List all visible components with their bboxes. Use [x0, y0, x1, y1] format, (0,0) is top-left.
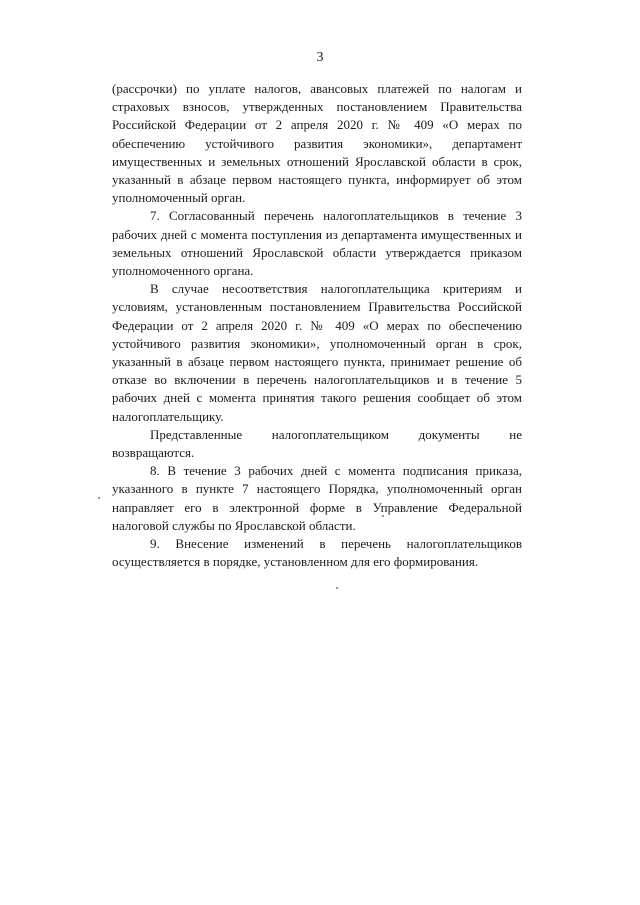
paragraph-documents-not-returned: Представленные налогоплательщиком документы не возвращаются. [112, 426, 522, 461]
paragraph-item-8: 8. В течение 3 рабочих дней с момента подписания приказа, указанного в пункте 7 настоящего Порядка, уполномоченный орган направляет его в электронной форме в Управление Федеральной налоговой службы по Ярославской области. [112, 463, 522, 533]
paragraph-noncompliance: В случае несоответствия налогоплательщика критериям и условиям, установленным постановлением Правительства Российской Федерации от 2 апреля 2020 г. № 409 «О мерах по обеспечению устойчивого развития экономики», уполномоченный орган в срок, указанный в абзаце первом настоящего пункта, принимает решение об отказе во включении в перечень налогоплательщиков и в течение 5 рабочих дней с момента принятия такого решения сообщает об этом налогоплательщику. [112, 281, 522, 424]
paragraph-continuation: (рассрочки) по уплате налогов, авансовых платежей по налогам и страховых взносов, утвержденных постановлением Правительства Российской Федерации от 2 апреля 2020 г. № 409 «О мерах по обеспечению устойчивого развития экономики», департамент имущественных и земельных отношений Ярославской области в срок, указанный в абзаце первом настоящего пункта, информирует об этом уполномоченный орган. [112, 81, 522, 206]
paragraph-item-7: 7. Согласованный перечень налогоплательщиков в течение 3 рабочих дней с момента поступления из департамента имущественных и земельных отношений Ярославской области утверждается приказом уполномоченного органа. [112, 208, 522, 279]
document-body [112, 80, 522, 571]
page-number: 3 [316, 50, 324, 65]
paragraph-item-9: 9. Внесение изменений в перечень налогоплательщиков осуществляется в порядке, установленном для его формирования. [112, 536, 522, 570]
